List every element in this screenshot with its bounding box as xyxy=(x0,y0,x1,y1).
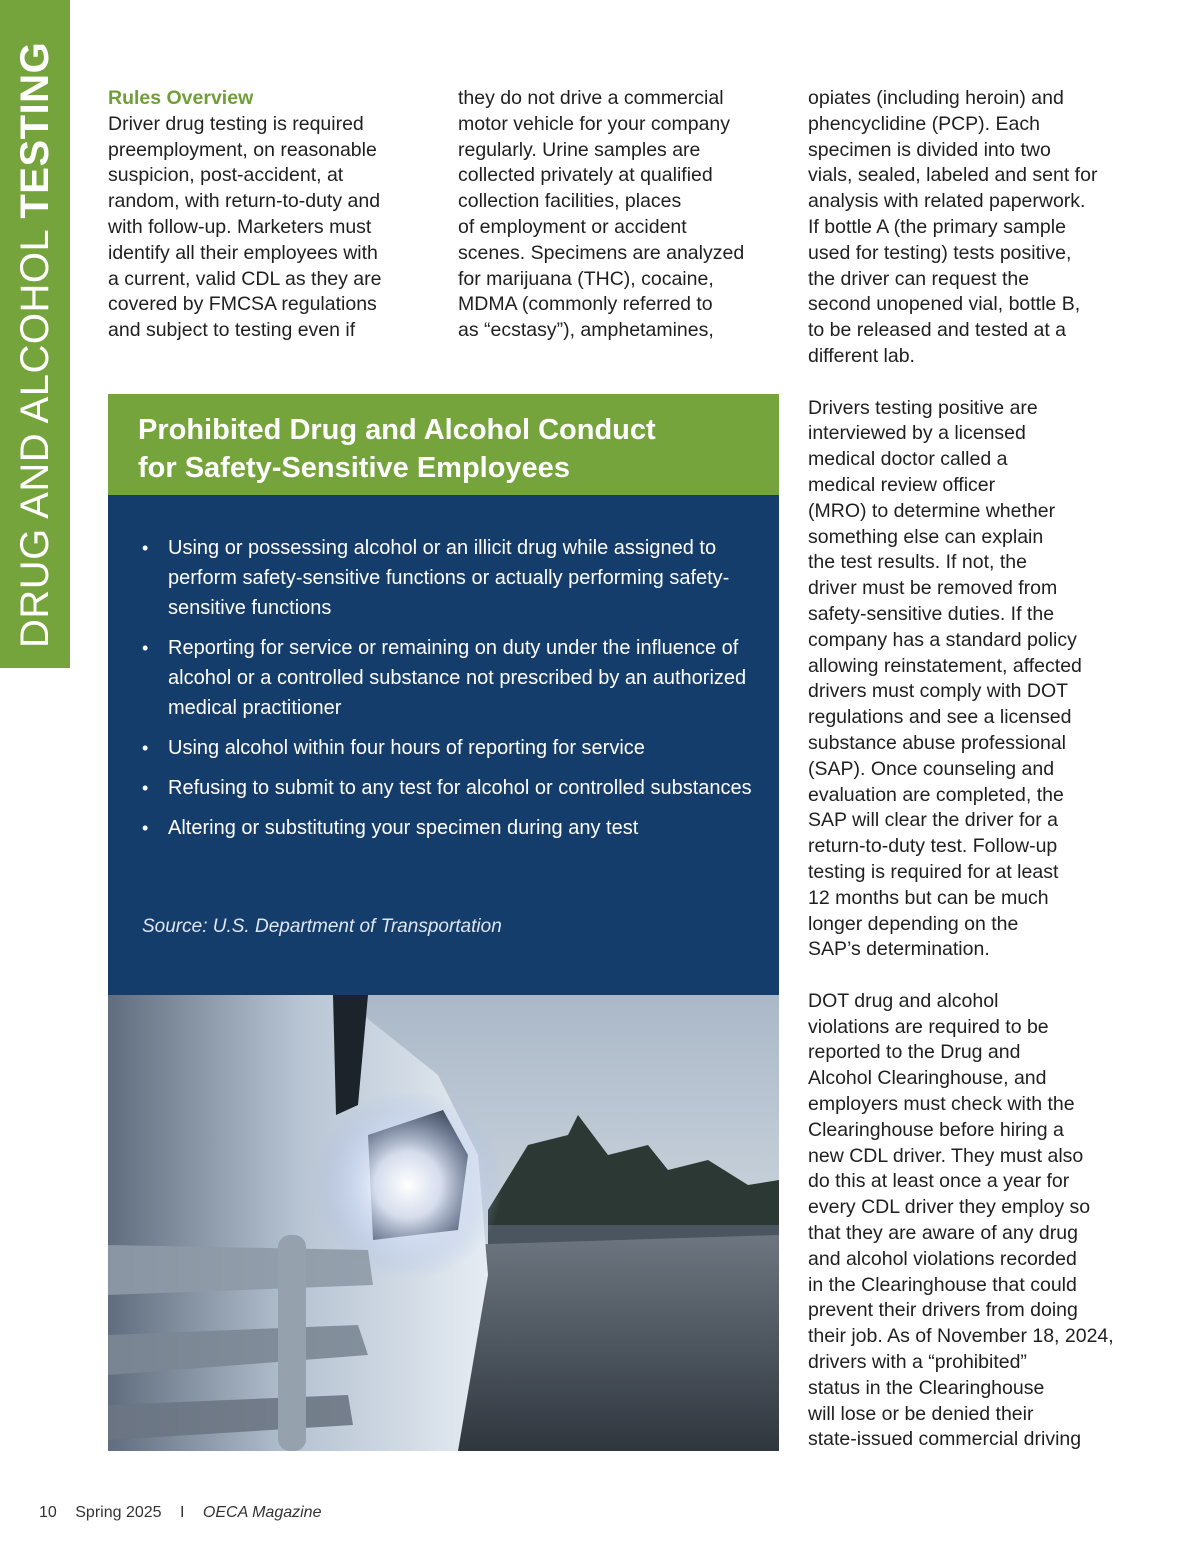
section-tab-label xyxy=(15,42,55,648)
footer-separator: I xyxy=(180,1504,185,1521)
section-tab xyxy=(0,0,70,668)
article-column-2 xyxy=(458,86,788,344)
article-paragraph: Drivers testing positive are interviewed by a licensed medical doctor called a medical review officer (MRO) to determine whether something else can explain the test results. If not, the driver must be removed from safety-sensitive duties. If the company has a standard policy allowing reinstatement, affected drivers must comply with DOT regulations and see a licensed substance abuse professional (SAP). Once counseling and evaluation are completed, the SAP will clear the driver for a return-to-duty test. Follow-up testing is required for at least 12 months but can be much longer depending on the SAP’s determination. xyxy=(808,396,1082,961)
page-footer xyxy=(39,1504,335,1522)
sidebar-list-item: • Using alcohol within four hours of reporting for service xyxy=(142,733,759,763)
article-paragraph: opiates (including heroin) and phencyclidine (PCP). Each specimen is divided into two vials, sealed, labeled and sent for analysis with related paperwork. If bottle A (the primary sample used for testing) tests positive, the driver can request the second unopened vial, bottle B, to be released and tested at a different lab. xyxy=(808,87,1098,367)
sidebar-list-item: • Refusing to submit to any test for alcohol or controlled substances xyxy=(142,773,759,803)
article-column-3 xyxy=(808,86,1148,1453)
issue-label: Spring 2025 xyxy=(75,1504,162,1521)
sidebar-list xyxy=(108,495,779,843)
truck-photo-illustration xyxy=(108,995,779,1451)
sidebar-list-item: • Reporting for service or remaining on duty under the influence of alcohol or a controlled substance not prescribed by an authorized medical practitioner xyxy=(142,633,759,723)
magazine-name: OECA Magazine xyxy=(202,1504,322,1521)
sidebar-list-item: • Using or possessing alcohol or an illicit drug while assigned to perform safety-sensitive functions or actually performing safety-sensitive functions xyxy=(142,533,759,623)
article-column-1 xyxy=(108,86,438,344)
section-heading: Rules Overview xyxy=(108,87,254,109)
truck-headlight-photo xyxy=(108,995,779,1451)
section-tab-label-light: DRUG AND ALCOHOL xyxy=(13,218,57,648)
article-text-col1: Driver drug testing is required preemployment, on reasonable suspicion, post-accident, at random, with return-to-duty and with follow-up. Marketers must identify all their employees with a current, valid CDL as they are covered by FMCSA regulations and subject to testing even if xyxy=(108,112,382,342)
section-tab-label-bold: TESTING xyxy=(13,41,57,219)
sidebar-header xyxy=(108,394,779,495)
page-number: 10 xyxy=(39,1504,57,1521)
article-text-col2: they do not drive a commercial motor vehicle for your company regularly. Urine samples are collected privately at qualified collection facilities, places of employment or accident scenes. Specimens are analyzed for marijuana (THC), cocaine, MDMA (commonly referred to as “ecstasy”), amphetamines, xyxy=(458,87,745,342)
article-paragraph: DOT drug and alcohol violations are required to be reported to the Drug and Alcohol Clearinghouse, and employers must check with the Clearinghouse before hiring a new CDL driver. They must also do this at least once a year for every CDL driver they employ so that they are aware of any drug and alcohol violations recorded in the Clearinghouse that could prevent their drivers from doing their job. As of November 18, 2024, drivers with a “prohibited” status in the Clearinghouse will lose or be denied their state-issued commercial driving xyxy=(808,989,1114,1451)
sidebar-title: Prohibited Drug and Alcohol Conduct for Safety-Sensitive Employees xyxy=(138,414,656,484)
sidebar-list-item: • Altering or substituting your specimen during any test xyxy=(142,813,759,843)
sidebar-box xyxy=(108,394,779,995)
sidebar-source: Source: U.S. Department of Transportation xyxy=(142,916,502,937)
